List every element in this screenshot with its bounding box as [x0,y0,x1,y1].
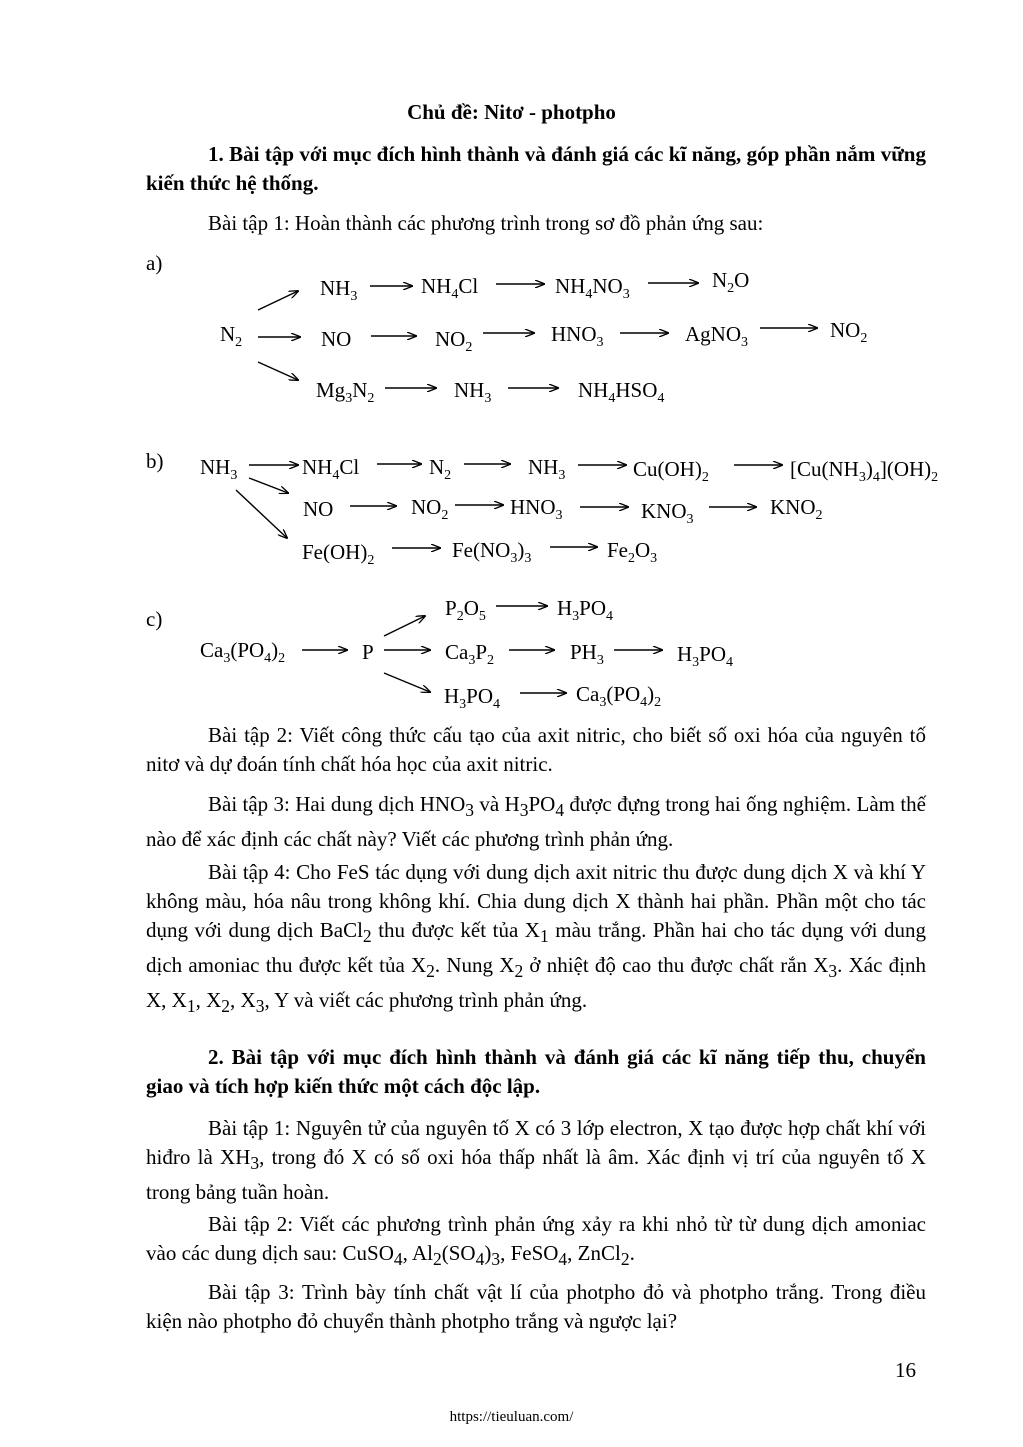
formula: $NO_2$ [830,318,868,346]
formula: $Fe(NO_3)_3$ [452,538,532,566]
scheme-c-label: c) [146,607,163,631]
formula: $Ca_3P_2$ [445,640,495,668]
formula: NO [321,327,352,351]
formula: $N_2O$ [712,268,750,296]
formula: $H_3PO_4$ [557,596,614,624]
formula: $N_2$ [429,455,452,483]
formula: P [362,640,374,664]
formula: $HNO_3$ [510,495,563,523]
scheme-a-label: a) [146,251,163,275]
formula: AgNO$_3$ [685,322,748,350]
formula: $Cu(OH)_2$ [633,457,709,485]
formula: $NO_2$ [435,327,473,355]
arrow [249,478,288,493]
formula: $PH_3$ [570,640,604,668]
formula: $NH_3$ [320,276,358,304]
section-1-heading: 1. Bài tập với mục đích hình thành và đánh giá các kĩ năng, góp phần nắm vững kiến thức hệ thống. [146,142,926,195]
arrow [384,616,425,636]
formula: $KNO_3$ [641,499,694,527]
section-2-exercise-3: Bài tập 3: Trình bày tính chất vật lí của photpho đỏ và photpho trắng. Trong điều kiện nào photpho đỏ chuyển thành photpho trắng và ngược lại? [146,1280,926,1333]
formula: $Fe(OH)_2$ [302,540,375,568]
page-number: 16 [895,1358,916,1382]
formula: $N_2$ [220,322,243,350]
formula: $NH_4Cl$ [421,274,479,302]
exercise-1-intro: Bài tập 1: Hoàn thành các phương trình trong sơ đồ phản ứng sau: [208,211,764,235]
formula: $NH_4NO_3$ [555,274,630,302]
formula: $KNO_2$ [770,495,823,523]
arrow [384,673,430,692]
formula: $HNO_3$ [551,322,604,350]
exercise-3: Bài tập 3: Hai dung dịch $HNO_3$ và $H_3PO_4$ được đựng trong hai ống nghiệm. Làm thế nào để xác định các chất này? Viết các phương trình phản ứng. [146,792,926,852]
formula: $H_3PO_4$ [444,684,501,712]
formula: $NH_3$ [528,455,566,483]
formula: $H_3PO_4$ [677,642,734,670]
formula: $NH_3$ [454,378,492,406]
formula: $NO_2$ [411,495,449,523]
formula: $Ca_3(PO_4)_2$ [200,638,286,666]
formula: $NH_4Cl$ [302,455,360,483]
section-2-exercise-2: Bài tập 2: Viết các phương trình phản ứng xảy ra khi nhỏ từ từ dung dịch amoniac vào các dung dịch sau: CuSO$_4$, $Al_2(SO_4)_3$, FeSO$_4$, ZnCl$_2$. [146,1212,926,1270]
formula: $Mg_3N_2$ [316,378,375,406]
formula: $NH_3$ [200,455,238,483]
arrow [258,362,298,380]
formula: NO [303,497,334,521]
arrow [236,490,287,538]
footer-url: https://tieuluan.com/ [449,1409,574,1425]
formula: $P_2O_5$ [445,596,486,624]
section-2-exercise-1: Bài tập 1: Nguyên tử của nguyên tố X có 3 lớp electron, X tạo được hợp chất khí với hiđro là $XH_3$, trong đó X có số oxi hóa thấp nhất là âm. Xác định vị trí của nguyên tố X trong bảng tuần hoàn. [146,1116,926,1205]
page-title: Chủ đề: Nitơ - photpho [407,100,616,124]
formula: $NH_4HSO_4$ [578,378,665,406]
scheme-b-label: b) [146,449,164,473]
exercise-4: Bài tập 4: Cho FeS tác dụng với dung dịch axit nitric thu được dung dịch X và khí Y không màu, hóa nâu trong không khí. Chia dung dịch X thành hai phần. Phần một cho tác dụng với dung dịch BaCl$_2$ thu được kết tủa $X_1$ màu trắng. Phần hai cho tác dụng với dung dịch amoniac thu được kết tủa $X_2$. Nung $X_2$ ở nhiệt độ cao thu được chất rắn $X_3$. Xác định X, $X_1$, $X_2$, $X_3$, Y và viết các phương trình phản ứng. [146,860,927,1017]
exercise-2: Bài tập 2: Viết công thức cấu tạo của axit nitric, cho biết số oxi hóa của nguyên tố nitơ và dự đoán tính chất hóa học của axit nitric. [146,723,926,776]
formula: $[Cu(NH_3)_4](OH)_2$ [790,457,939,485]
formula: $Ca_3(PO_4)_2$ [576,682,662,710]
section-2-heading: 2. Bài tập với mục đích hình thành và đánh giá các kĩ năng tiếp thu, chuyển giao và tích hợp kiến thức một cách độc lập. [146,1045,926,1098]
formula: $Fe_2O_3$ [607,538,658,566]
arrow [258,291,298,310]
